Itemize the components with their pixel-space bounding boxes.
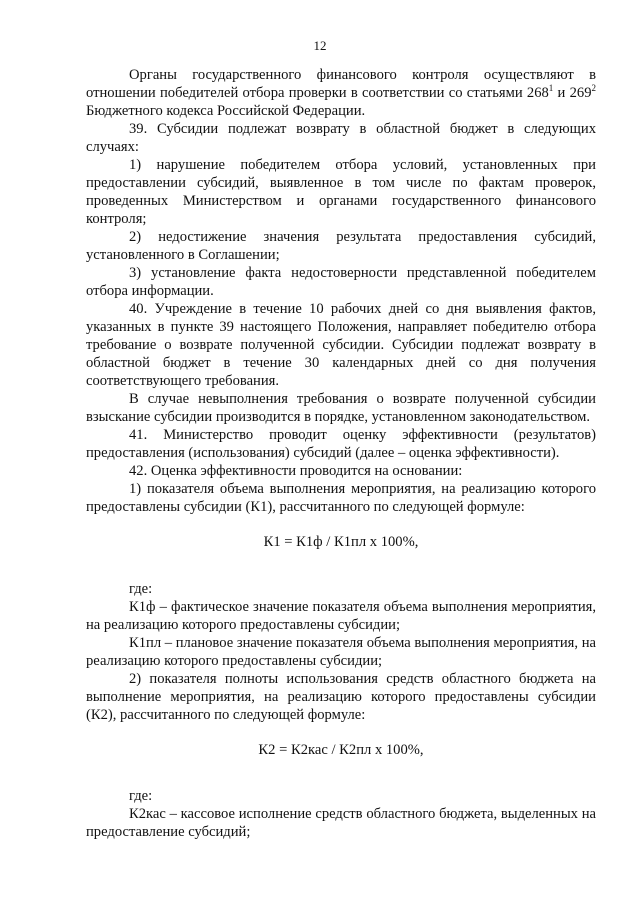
definition-k1pl: К1пл – плановое значение показателя объема выполнения мероприятия, на реализацию которого предоставлены субсидии; (86, 635, 596, 669)
text-fragment: Бюджетного кодекса Российской Федерации. (86, 103, 366, 119)
clause-39: 39. Субсидии подлежат возврату в областной бюджет в следующих случаях: (86, 121, 596, 155)
where-label-1: где: (129, 581, 153, 597)
text-fragment: и 269 (553, 85, 592, 101)
clause-42-item-1: 1) показателя объема выполнения мероприятия, на реализацию которого предоставлены субсидии (К1), рассчитанного по следующей формуле: (86, 481, 596, 515)
page-number: 12 (313, 38, 327, 53)
clause-41: 41. Министерство проводит оценку эффективности (результатов) предоставления (использования) субсидий (далее – оценка эффективности). (86, 427, 596, 461)
superscript: 2 (591, 83, 596, 94)
clause-39-item-1: 1) нарушение победителем отбора условий, установленных при предоставлении субсидий, выявленное в том числе по фактам проверок, проведенных Министерством и органами государственного финансового контроля; (86, 157, 596, 227)
paragraph-state-financial-control (86, 66, 596, 120)
definition-k1f: К1ф – фактическое значение показателя объема выполнения мероприятия, на реализацию которого предоставлены субсидии; (86, 599, 596, 633)
page-body (86, 66, 596, 841)
clause-39-item-2: 2) недостижение значения результата предоставления субсидий, установленного в Соглашении; (86, 229, 596, 263)
clause-39-item-3: 3) установление факта недостоверности представленной победителем отбора информации. (86, 265, 596, 299)
formula-k1: К1 = К1ф / К1пл х 100%, (263, 534, 419, 550)
where-label-2: где: (129, 788, 153, 804)
formula-k2: К2 = К2кас / К2пл х 100%, (258, 742, 424, 758)
text-fragment: Органы государственного финансового контроля осуществляют в отношении победителей отбора проверки в соответствии со статьями 268 (86, 67, 596, 101)
clause-42-item-2: 2) показателя полноты использования средств областного бюджета на выполнение мероприятия, на реализацию которого предоставлены субсидии (К2), рассчитанного по следующей формуле: (86, 671, 596, 723)
definition-k2kas: К2кас – кассовое исполнение средств областного бюджета, выделенных на предоставление субсидий; (86, 806, 596, 840)
clause-42: 42. Оценка эффективности проводится на основании: (129, 463, 463, 479)
superscript: 1 (548, 83, 554, 94)
clause-40: 40. Учреждение в течение 10 рабочих дней со дня выявления фактов, указанных в пункте 39 настоящего Положения, направляет победителю отбора требование о возврате полученной субсидии. Субсидии подлежат возврату в областной бюджет в течение 30 календарных дней со дня получения соответствующего требования. (86, 301, 596, 389)
clause-40-recovery: В случае невыполнения требования о возврате полученной субсидии взыскание субсидии производится в порядке, установленном законодательством. (86, 391, 596, 425)
